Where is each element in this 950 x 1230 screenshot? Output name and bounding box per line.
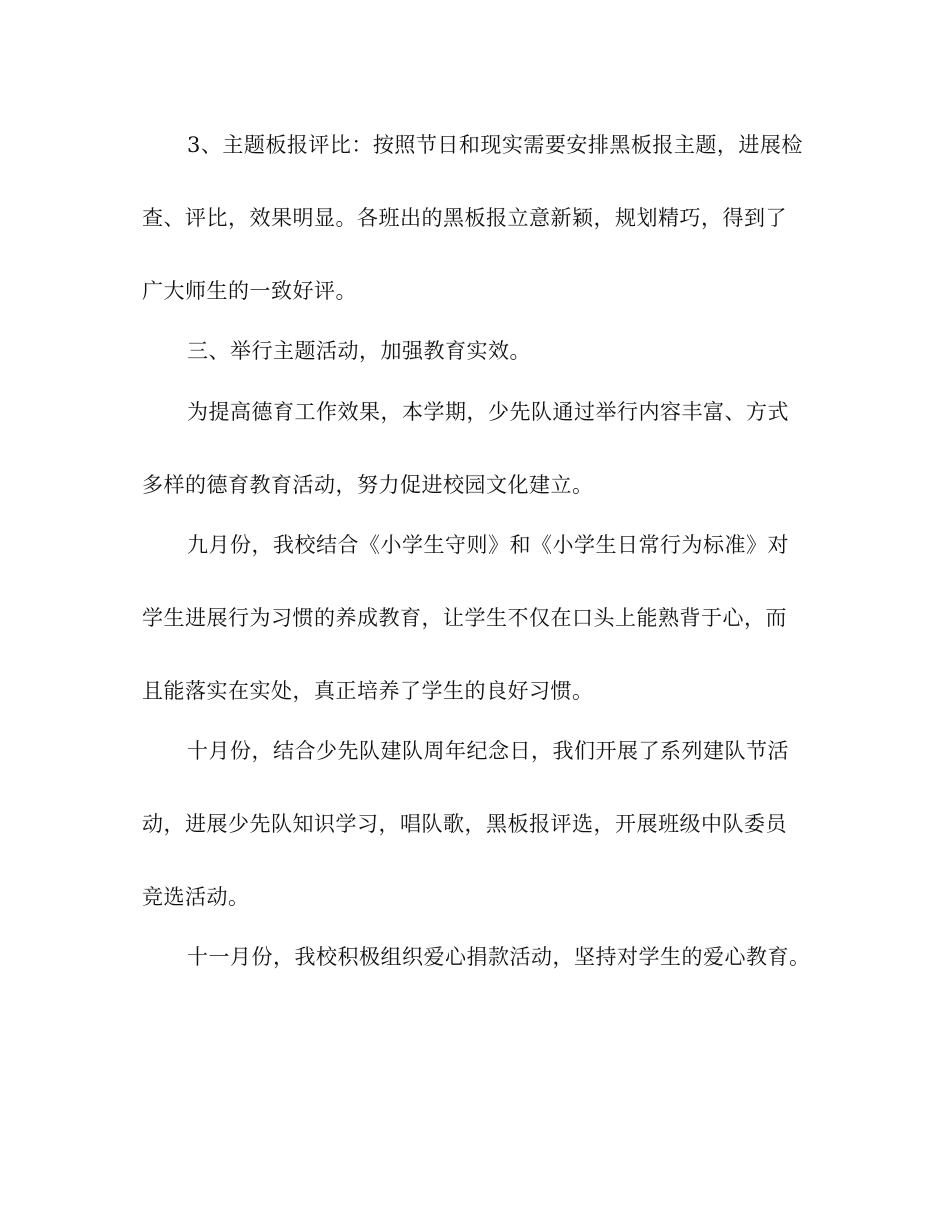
paragraph-line: 广大师生的一致好评。 xyxy=(142,279,357,303)
paragraph-line: 学生进展行为习惯的养成教育，让学生不仅在口头上能熟背于心，而 xyxy=(142,606,787,630)
paragraph-line: 为提高德育工作效果，本学期，少先队通过举行内容丰富、方式 xyxy=(187,400,789,424)
paragraph-line: 九月份，我校结合《小学生守则》和《小学生日常行为标准》对 xyxy=(187,533,789,557)
paragraph-line: 多样的德育教育活动，努力促进校园文化建立。 xyxy=(142,473,594,497)
paragraph-line: 动，进展少先队知识学习，唱队歌，黑板报评选，开展班级中队委员 xyxy=(142,812,787,836)
section-heading: 三、举行主题活动，加强教育实效。 xyxy=(187,339,531,363)
paragraph-line: 竞选活动。 xyxy=(142,885,250,909)
paragraph-line: 查、评比，效果明显。各班出的黑板报立意新颖，规划精巧，得到了 xyxy=(142,206,787,230)
paragraph-line: 十一月份，我校积极组织爱心捐款活动，坚持对学生的爱心教育。 xyxy=(187,945,811,969)
paragraph-line: 3、主题板报评比：按照节日和现实需要安排黑板报主题，进展检 xyxy=(187,133,803,157)
paragraph-line: 十月份，结合少先队建队周年纪念日，我们开展了系列建队节活 xyxy=(187,739,789,763)
paragraph-line: 且能落实在实处，真正培养了学生的良好习惯。 xyxy=(142,679,594,703)
